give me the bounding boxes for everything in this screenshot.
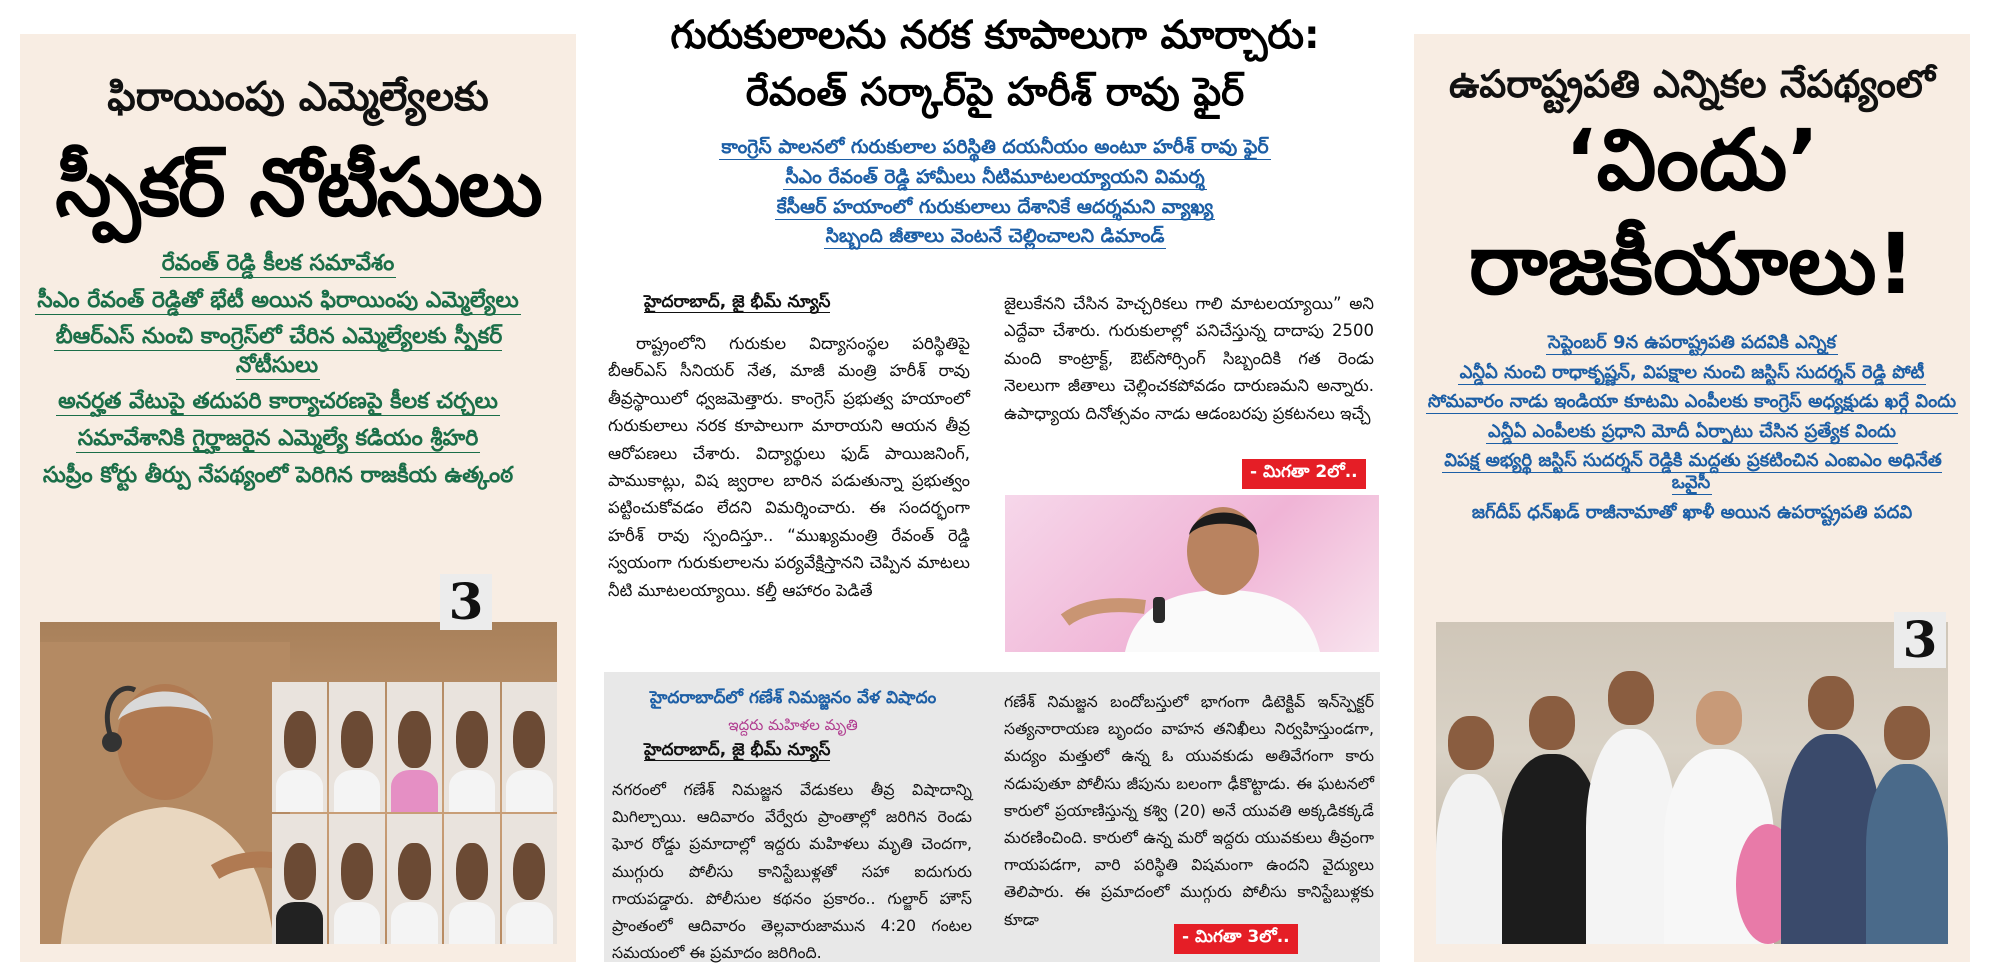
left-bullet: సమావేశానికి గైర్హాజరైన ఎమ్మెల్యే కడియం శ్రీహరి	[77, 425, 479, 451]
left-bullet: సుప్రీం కోర్టు తీర్పు నేపథ్యంలో పెరిగిన రాజకీయ ఉత్కంఠ	[42, 462, 514, 488]
harish-rao-figure	[1005, 495, 1379, 652]
left-bullet: అనర్హత వేటుపై తదుపరి కార్యాచరణపై కీలక చర్చలు	[58, 389, 498, 415]
right-bullet: సోమవారం నాడు ఇండియా కూటమి ఎంపీలకు కాంగ్రెస్ అధ్యక్షుడు ఖర్గే విందు	[1427, 391, 1957, 413]
main-story-body-col1: రాష్ట్రంలోని గురుకుల విద్యాసంస్థల పరిస్థితిపై బీఆర్ఎస్ సీనియర్ నేత, మాజీ మంత్రి హరీశ్ రావు తీవ్రస్థాయిలో ధ్వజమెత్తారు. కాంగ్రెస్ ప్రభుత్వ హయాంలో గురుకులాలు నరక కూపాలుగా మారాయని ఆయన తీవ్ర ఆరోపణలు చేశారు. విద్యార్థులు ఫుడ్ పాయిజనింగ్, పాముకాట్లు, విష జ్వరాల బారిన పడుతున్నా ప్రభుత్వం పట్టించుకోవడం లేదని విమర్శించారు. ఈ సందర్భంగా హరీశ్ రావు స్పందిస్తూ.. “ముఖ్యమంత్రి రేవంత్ రెడ్డి స్వయంగా గురుకులాలను పర్యవేక్షిస్తానని చెప్పిన మాటలు నీటి మూటలయ్యాయి. కల్తీ ఆహారం పెడితే	[608, 334, 970, 600]
main-bullet: కాంగ్రెస్ పాలనలో గురుకులాల పరిస్థితి దయనీయం అంటూ హరీశ్ రావు ఫైర్	[721, 136, 1269, 158]
right-story-bullets	[1424, 332, 1960, 531]
sub-story-continued-link[interactable]: - మిగతా 3లో..	[1174, 924, 1298, 954]
speaker-figure	[40, 642, 290, 944]
main-headline-line2: రేవంత్ సర్కార్‌పై హరీశ్ రావు ఫైర్	[745, 69, 1245, 115]
left-bullet: రేవంత్ రెడ్డి కీలక సమావేశం	[161, 251, 395, 276]
india-bloc-meeting-photo	[1436, 622, 1948, 944]
left-bullet: బీఆర్ఎస్ నుంచి కాంగ్రెస్‌లో చేరిన ఎమ్మెల్యేలకు స్పీకర్ నోటీసులు	[55, 324, 503, 378]
left-story-bullets	[10, 250, 546, 498]
speaker-and-mlas-photo	[40, 622, 557, 944]
mla-portrait	[272, 814, 327, 944]
mla-portrait	[272, 682, 327, 812]
sub-story-dateline: హైదరాబాద్, జై భీమ్ న్యూస్	[644, 740, 831, 760]
right-bullet: ఎన్డీఏ ఎంపీలకు ప్రధాని మోదీ ఏర్పాటు చేసిన ప్రత్యేక విందు	[1488, 420, 1896, 442]
person-figure	[1866, 764, 1948, 944]
main-story-body-col2: జైలుకేనని చేసిన హెచ్చరికలు గాలి మాటలయ్యాయి” అని ఎద్దేవా చేశారు. గురుకులాల్లో పనిచేస్తున్న దాదాపు 2500 మంది కాంట్రాక్ట్, ఔట్‌సోర్సింగ్ సిబ్బందికి గత రెండు నెలలుగా జీతాలు చెల్లించకపోవడం దారుణమని అన్నారు. ఉపాధ్యాయ దినోత్సవం నాడు ఆడంబరపు ప్రకటనలు ఇచ్చే	[1004, 294, 1374, 423]
main-headline-line1: గురుకులాలను నరక కూపాలుగా మార్చారు:	[670, 13, 1320, 58]
left-bullet: సీఎం రేవంత్ రెడ్డితో భేటీ అయిన ఫిరాయింపు ఎమ్మెల్యేలు	[37, 287, 519, 313]
mla-portrait	[329, 814, 384, 944]
main-story-bullets	[620, 136, 1370, 255]
main-story-dateline: హైదరాబాద్, జై భీమ్ న్యూస్	[644, 292, 831, 312]
right-story-headline-line2: రాజకీయాలు!	[1469, 215, 1915, 313]
right-bullet: సెప్టెంబర్ 9న ఉపరాష్ట్రపతి పదవికి ఎన్నిక	[1547, 332, 1837, 353]
mla-portrait	[502, 682, 557, 812]
right-page-number[interactable]: 3	[1894, 612, 1946, 668]
left-page-number[interactable]: 3	[440, 574, 492, 630]
left-story-kicker: ఫిరాయింపు ఎమ్మెల్యేలకు	[107, 74, 489, 120]
main-story-continued-link[interactable]: - మిగతా 2లో..	[1242, 459, 1366, 489]
sub-story-body-col1: నగరంలో గణేశ్ నిమజ్జన వేడుకలు తీవ్ర విషాదాన్ని మిగిల్చాయి. ఆదివారం వేర్వేరు ప్రాంతాల్లో జరిగిన రెండు ఘోర రోడ్డు ప్రమాదాల్లో ఇద్దరు మహిళలు మృతి చెందగా, ముగ్గురు పోలీసు కానిస్టేబుళ్లతో సహా ఐదుగురు గాయపడ్డారు. పోలీసుల కథనం ప్రకారం.. గుల్జార్ హౌస్ ప్రాంతంలో ఆదివారం తెల్లవారుజామున 4:20 గంటల సమయంలో ఈ ప్రమాదం జరిగింది.	[612, 780, 972, 963]
mla-portrait	[444, 682, 499, 812]
main-story-headline	[592, 8, 1398, 121]
main-bullet: సీఎం రేవంత్ రెడ్డి హామీలు నీటిమూటలయ్యాయని విమర్శ	[785, 165, 1205, 188]
mla-portrait	[444, 814, 499, 944]
right-bullet: విపక్ష అభ్యర్థి జస్టిస్ సుదర్శన్ రెడ్డికి మద్దతు ప్రకటించిన ఎంఐఎం అధినేత ఒవైసీ	[1444, 450, 1942, 493]
left-story-headline: స్పీకర్ నోటీసులు	[55, 141, 541, 234]
mla-portrait	[387, 682, 442, 812]
main-bullet: సిబ్బంది జీతాలు వెంటనే చెల్లించాలని డిమాండ్	[825, 225, 1165, 248]
sub-story-kicker: ఇద్దరు మహిళల మృతి	[728, 716, 858, 734]
mla-photo-grid	[272, 682, 557, 944]
mla-portrait	[502, 814, 557, 944]
right-story-headline-line1: ‘విందు’	[1564, 111, 1820, 209]
person-figure	[1586, 729, 1676, 944]
harish-rao-photo	[1005, 495, 1379, 652]
right-story-kicker: ఉపరాష్ట్రపతి ఎన్నికల నేపథ్యంలో	[1448, 62, 1936, 106]
mla-portrait	[329, 682, 384, 812]
right-bullet: ఎన్డీఏ నుంచి రాధాకృష్ణన్, విపక్షాల నుంచి జస్టిస్ సుదర్శన్ రెడ్డి పోటీ	[1459, 361, 1925, 383]
sub-story-body-col2: గణేశ్ నిమజ్జన బందోబస్తులో భాగంగా డిటెక్టివ్ ఇన్‌స్పెక్టర్ సత్యనారాయణ బృందం వాహన తనిఖీలు నిర్వహిస్తుండగా, మద్యం మత్తులో ఉన్న ఓ యువకుడు అతివేగంగా కారు నడుపుతూ పోలీసు జీపును బలంగా ఢీకొట్టాడు. ఈ ఘటనలో కారులో ప్రయాణిస్తున్న కశ్వి (20) అనే యువతి అక్కడికక్కడే మరణించింది. కారులో ఉన్న మరో ఇద్దరు యువకులు తీవ్రంగా గాయపడగా, వారి పరిస్థితి విషమంగా ఉందని వైద్యులు తెలిపారు. ఈ ప్రమాదంలో ముగ్గురు పోలీసు కానిస్టేబుళ్లకు కూడా	[1004, 692, 1374, 929]
mla-portrait	[387, 814, 442, 944]
right-bullet: జగ్‌దీప్ ధన్‌ఖడ్ రాజీనామాతో ఖాళీ అయిన ఉపరాష్ట్రపతి పదవి	[1471, 501, 1913, 523]
main-bullet: కేసీఆర్ హయాంలో గురుకులాలు దేశానికే ఆదర్శమని వ్యాఖ్య	[776, 195, 1214, 218]
person-figure	[1436, 774, 1506, 944]
sub-story-headline: హైదరాబాద్‌లో గణేశ్ నిమజ్జనం వేళ విషాదం	[649, 688, 937, 708]
